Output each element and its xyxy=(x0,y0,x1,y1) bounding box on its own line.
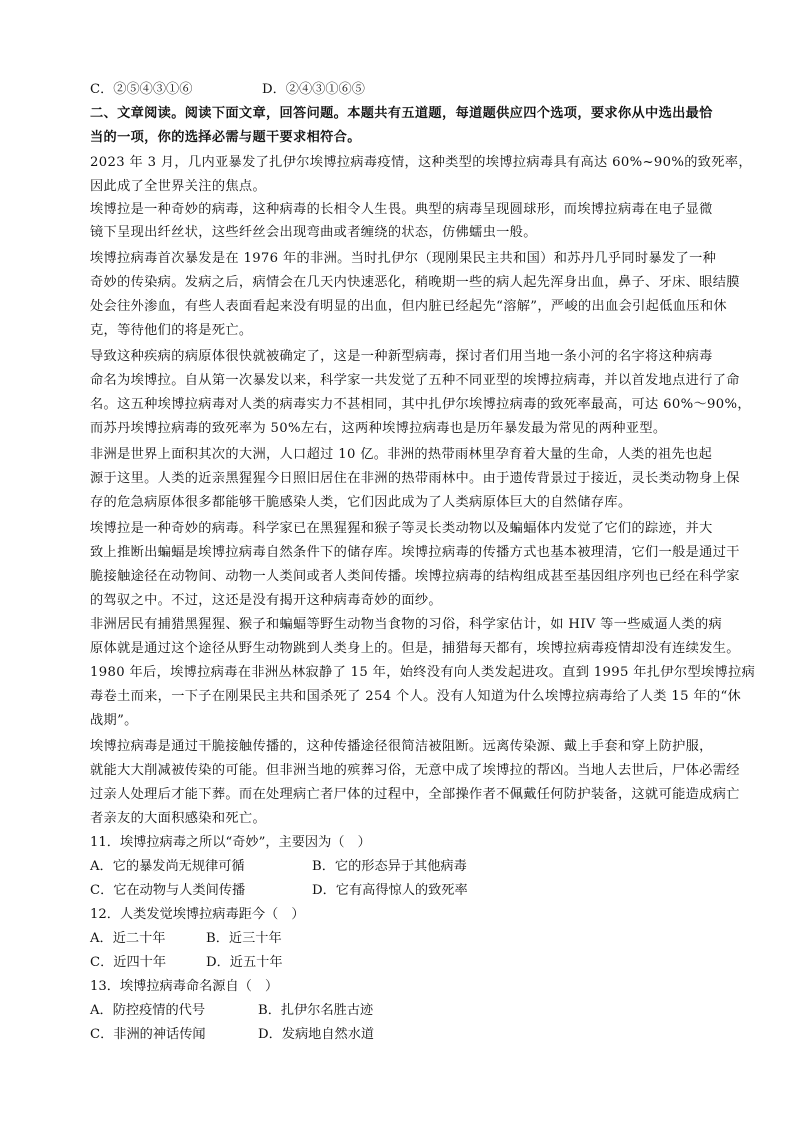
para-6-line-4: 的驾驭之中。不过，这还是没有揭开这种病毒奇妙的面纱。 xyxy=(90,593,442,608)
question-12-option-a[interactable]: A．近二十年 xyxy=(90,931,166,946)
question-13-option-a[interactable]: A．防控疫情的代号 xyxy=(90,1003,206,1018)
para-4-line-1: 导致这种疾病的病原体很快就被确定了，这是一种新型病毒，探讨者们用当地一条小河的名字将这种病毒 xyxy=(90,349,713,364)
para-3-line-1: 埃博拉病毒首次暴发是在 1976 年的非洲。当时扎伊尔（现刚果民主共和国）和苏丹几乎同时暴发了一种 xyxy=(90,251,717,266)
para-6-line-2: 致上推断出蝙蝠是埃博拉病毒自然条件下的储存库。埃博拉病毒的传播方式也基本被理清，它们一般是通过干 xyxy=(90,545,740,560)
question-11-option-a[interactable]: A．它的暴发尚无规律可循 xyxy=(90,859,245,874)
para-7-line-3: 1980 年后，埃博拉病毒在非洲丛林寂静了 15 年，始终没有向人类发起进攻。直到 1995 年扎伊尔型埃博拉病 xyxy=(90,665,756,680)
question-11-stem: 11．埃博拉病毒之所以“奇妙”，主要因为（ ） xyxy=(90,835,371,850)
para-7-line-4: 毒卷土而来，一下子在刚果民主共和国杀死了 254 个人。没有人知道为什么埃博拉病毒给了人类 15 年的“休 xyxy=(90,689,742,704)
question-11-option-c[interactable]: C．它在动物与人类间传播 xyxy=(90,883,246,898)
para-2-line-1: 埃博拉是一种奇妙的病毒，这种病毒的长相令人生畏。典型的病毒呈现圆球形，而埃博拉病毒在电子显微 xyxy=(90,202,713,217)
section-title-line-1: 二、文章阅读。阅读下面文章，回答问题。本题共有五道题，每道题供应四个选项，要求你从中选出最恰 xyxy=(90,106,713,121)
para-7-line-1: 非洲居民有捕猎黑猩猩、猴子和蝙蝠等野生动物当食物的习俗，科学家估计，如 HIV 等一些威逼人类的病 xyxy=(90,617,723,632)
para-6-line-1: 埃博拉是一种奇妙的病毒。科学家已在黑猩猩和猴子等灵长类动物以及蝙蝠体内发觉了它们的踪迹，并大 xyxy=(90,521,713,536)
para-5-line-2: 源于这里。人类的近亲黑猩猩今日照旧居住在非洲的热带雨林中。由于遗传背景过于接近，灵长类动物身上保 xyxy=(90,471,740,486)
para-2-line-2: 镜下呈现出纤丝状，这些纤丝会出现弯曲或者缠绕的状态，仿佛蠕虫一般。 xyxy=(90,225,537,240)
para-8-line-4: 者亲友的大面积感染和死亡。 xyxy=(90,811,266,826)
para-8-line-2: 就能大大削减被传染的可能。但非洲当地的殡葬习俗，无意中成了埃博拉的帮凶。当地人去世后，尸体必需经 xyxy=(90,763,740,778)
para-5-line-3: 存的危急病原体很多都能够干脆感染人类，它们因此成为了人类病原体巨大的自然储存库。 xyxy=(90,495,632,510)
para-1-line-1: 2023 年 3 月，几内亚暴发了扎伊尔埃博拉病毒疫情，这种类型的埃博拉病毒具有高达 60%~90%的致死率， xyxy=(90,155,752,170)
para-6-line-3: 脆接触途径在动物间、动物一人类间或者人类间传播。埃博拉病毒的结构组成甚至基因组序列也已经在科学家 xyxy=(90,569,740,584)
question-13-stem: 13．埃博拉病毒命名源自（ ） xyxy=(90,979,279,994)
section-title-line-2: 当的一项，你的选择必需与题干要求相符合。 xyxy=(90,130,361,145)
question-13-option-d[interactable]: D．发病地自然水道 xyxy=(258,1027,375,1042)
para-3-line-2: 奇妙的传染病。发病之后，病情会在几天内快速恶化，稍晚期一些的病人起先浑身出血，鼻子、牙床、眼结膜 xyxy=(90,275,740,290)
prev-option-d: D．②④③①⑥⑤ xyxy=(262,82,365,97)
question-13-option-b[interactable]: B．扎伊尔名胜古迹 xyxy=(258,1003,374,1018)
para-8-line-1: 埃博拉病毒是通过干脆接触传播的，这种传播途径很简洁被阻断。远离传染源、戴上手套和穿上防护服， xyxy=(90,739,713,754)
question-11-option-d[interactable]: D．它有高得惊人的致死率 xyxy=(312,883,468,898)
para-4-line-2: 命名为埃博拉。自从第一次暴发以来，科学家一共发觉了五种不同亚型的埃博拉病毒，并以首发地点进行了命 xyxy=(90,373,740,388)
para-7-line-5: 战期”。 xyxy=(90,713,138,728)
question-13-option-c[interactable]: C．非洲的神话传闻 xyxy=(90,1027,206,1042)
question-11-option-b[interactable]: B．它的形态异于其他病毒 xyxy=(312,859,467,874)
question-12-option-d[interactable]: D．近五十年 xyxy=(206,955,283,970)
para-4-line-3: 名。这五种埃博拉病毒对人类的病毒实力不甚相同，其中扎伊尔埃博拉病毒的致死率最高，可达 60%～90%， xyxy=(90,397,751,412)
para-3-line-4: 克，等待他们的将是死亡。 xyxy=(90,323,253,338)
para-8-line-3: 过亲人处理后才能下葬。而在处理病亡者尸体的过程中，全部操作者不佩戴任何防护装备，这就可能造成病亡 xyxy=(90,787,740,802)
question-12-option-c[interactable]: C．近四十年 xyxy=(90,955,167,970)
question-12-option-b[interactable]: B．近三十年 xyxy=(206,931,282,946)
para-5-line-1: 非洲是世界上面积其次的大洲，人口超过 10 亿。非洲的热带雨林里孕育着大量的生命，人类的祖先也起 xyxy=(90,447,713,462)
para-4-line-4: 而苏丹埃博拉病毒的致死率为 50%左右，这两种埃博拉病毒也是历年暴发最为常见的两种亚型。 xyxy=(90,421,667,436)
question-12-stem: 12．人类发觉埃博拉病毒距今（ ） xyxy=(90,907,305,922)
prev-option-c: C．②⑤④③①⑥ xyxy=(90,82,193,97)
para-1-line-2: 因此成了全世界关注的焦点。 xyxy=(90,179,266,194)
para-7-line-2: 原体就是通过这个途径从野生动物跳到人类身上的。但是，捕猎每天都有，埃博拉病毒疫情却没有连续发生。 xyxy=(90,641,740,656)
para-3-line-3: 处会往外渗血，有些人表面看起来没有明显的出血，但内脏已经起先“溶解”，严峻的出血会引起低血压和休 xyxy=(90,299,727,314)
